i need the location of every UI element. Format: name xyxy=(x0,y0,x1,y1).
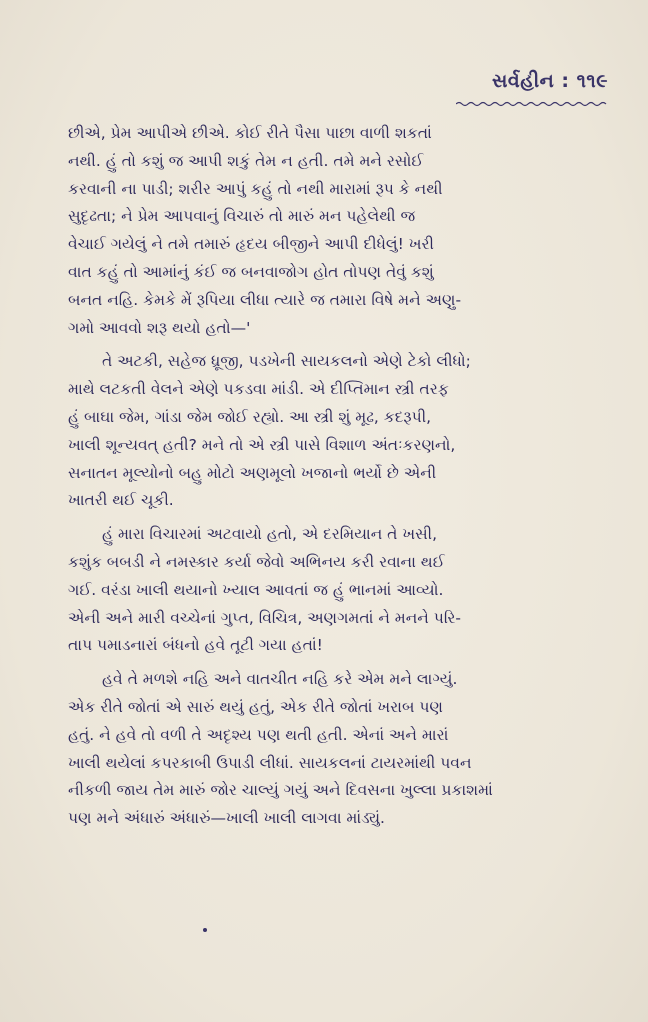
paragraph xyxy=(68,666,614,833)
text-line: તાપ પમાડનારાં બંધનો હવે તૂટી ગયા હતાં! xyxy=(68,636,323,655)
text-line: એની અને મારી વચ્ચેનાં ગુપ્ત, વિચિત્ર, અણગમતાં ને મનને પરિ- xyxy=(68,608,461,627)
text-line: બનત નહિ. કેમકે મેં રૂપિયા લીધા ત્યારે જ તમારા વિષે મને અણુ- xyxy=(68,290,462,309)
text-line: પણ મને અંધારું અંધારું—ખાલી ખાલી લાગવા માંડ્યું. xyxy=(68,809,385,828)
running-title: સર્વહીન : ૧૧૯ xyxy=(491,70,608,92)
body-text xyxy=(68,120,614,839)
wavy-rule-ornament xyxy=(456,101,608,107)
text-line: સુદૃઢતા; ને પ્રેમ આપવાનું વિચારું તો મારું મન પહેલેથી જ xyxy=(68,207,416,226)
text-line: વાત કહું તો આમાંનું કંઈ જ બનવાજોગ હોત તોપણ તેવું કશું xyxy=(68,262,434,281)
text-line: હું મારા વિચારમાં અટવાયો હતો, એ દરમિયાન તે ખસી, xyxy=(102,525,438,544)
text-line: છીએ, પ્રેમ આપીએ છીએ. કોઈ રીતે પૈસા પાછા વાળી શકતાં xyxy=(68,124,432,142)
text-line: ખાલી શૂન્યવત્ હતી? મને તો એ સ્ત્રી પાસે વિશાળ અંતઃકરણનો, xyxy=(68,435,456,454)
text-line: કશુંક બબડી ને નમસ્કાર કર્યા જેવો અભિનય કરી રવાના થઈ xyxy=(68,552,445,571)
text-line: કરવાની ના પાડી; શરીર આપું કહું તો નથી મારામાં રૂપ કે નથી xyxy=(68,179,443,198)
running-head xyxy=(456,70,608,111)
text-line: ખાતરી થઈ ચૂકી. xyxy=(68,491,174,510)
ink-dot xyxy=(203,928,207,932)
text-line: માથે લટકતી વેલને એણે પકડવા માંડી. એ દીપ્તિમાન સ્ત્રી તરફ xyxy=(68,380,449,399)
text-line: ગઈ. વરંડા ખાલી થયાનો ખ્યાલ આવતાં જ હું ભાનમાં આવ્યો. xyxy=(68,580,444,599)
paragraph xyxy=(68,348,614,515)
paragraph xyxy=(68,120,614,342)
text-line: નથી. હું તો કશું જ આપી શકું તેમ ન હતી. તમે મને રસોઈ xyxy=(68,151,424,170)
text-line: વેચાઈ ગયેલું ને તમે તમારું હૃદય બીજીને આપી દીધેલું! ખરી xyxy=(68,235,434,254)
text-line: હતું. ને હવે તો વળી તે અદૃશ્ય પણ થતી હતી. એનાં અને મારાં xyxy=(68,725,449,744)
text-line: ખાલી થયેલાં કપરકાબી ઉપાડી લીધાં. સાયકલનાં ટાયરમાંથી પવન xyxy=(68,753,472,772)
text-line: સનાતન મૂલ્યોનો બહુ મોટો અણમૂલો ખજાનો ભર્યો છે એની xyxy=(68,463,437,482)
text-line: નીકળી જાય તેમ મારું જોર ચાલ્યું ગયું અને દિવસના ખુલ્લા પ્રકાશમાં xyxy=(68,781,493,800)
text-line: તે અટકી, સહેજ ધ્રૂજી, પડખેની સાયકલનો એણે ટેકો લીધો; xyxy=(102,352,471,371)
text-line: ગમો આવવો શરૂ થયો હતો—' xyxy=(68,318,251,337)
text-line: હું બાઘા જેમ, ગાંડા જેમ જોઈ રહ્યો. આ સ્ત્રી શું મૂઢ, કદરૂપી, xyxy=(68,407,432,426)
text-line: એક રીતે જોતાં એ સારું થયું હતું, એક રીતે જોતાં ખરાબ પણ xyxy=(68,697,443,716)
text-line: હવે તે મળશે નહિ અને વાતચીત નહિ કરે એમ મને લાગ્યું. xyxy=(102,670,458,689)
paragraph xyxy=(68,521,614,660)
